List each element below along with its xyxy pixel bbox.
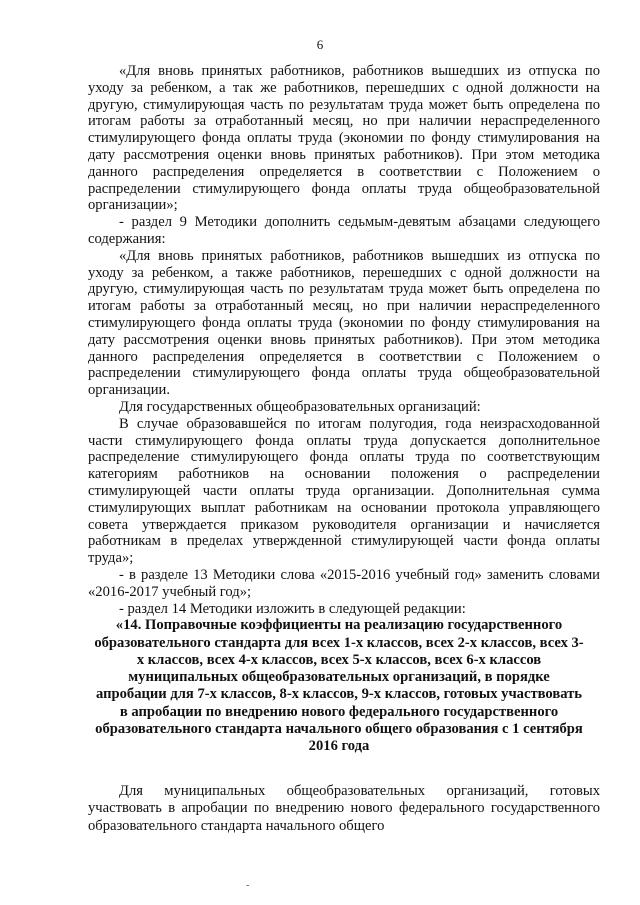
spacer [88,756,600,783]
footer-mark: - [246,880,250,891]
paragraph-section-14: - раздел 14 Методики изложить в следующей редакции: [119,600,466,617]
section-14-heading: «14. Поправочные коэффициенты на реализацию государственного образовательного стандарта для всех 1-х классов, всех 2-х классов, всех 3-х классов, всех 4-х классов, всех 5-х классов, всех 6-х классов муниципальных общеобразовательных организаций, в порядке апробации для 7-х классов, 8-х классов, 9-х классов, готовых участвовать в апробации по внедрению нового федерального государственного образовательного стандарта начального общего образования с 1 сентября 2016 года [94,617,584,755]
paragraph-state-orgs: Для государственных общеобразовательных организаций: [119,398,481,415]
paragraph-municipal-orgs: Для муниципальных общеобразовательных организаций, готовых участвовать в апробации по внедрению нового федерального государственного образовательного стандарта начального общего [88,782,600,834]
paragraph-section-9: - раздел 9 Методики дополнить седьмым-девятым абзацами следующего содержания: [88,214,600,247]
paragraph-quote-2: «Для вновь принятых работников, работников вышедших из отпуска по уходу за ребенком, а также работников, перешедших с одной должности на другую, стимулирующая часть по результатам труда может быть определена по итогам работы за отработанный месяц, но при наличии нераспределенного стимулирующего фонда оплаты труда (экономии по фонду стимулирования на дату рассмотрения оценки вновь принятых работников). При этом методика данного распределения определяется в соответствии с Положением о распределении стимулирующего фонда оплаты труда общеобразовательной организации. [88,247,600,399]
paragraph-unspent-fund: В случае образовавшейся по итогам полугодия, года неизрасходованной части стимулирующего фонда оплаты труда допускается дополнительное распределение стимулирующего фонда оплаты труда по соответствующим категориям работников на основании положения о распределении стимулирующей части оплаты труда организации. Дополнительная сумма стимулирующих выплат работникам на основании протокола управляющего совета утверждается приказом руководителя организации и начисляется работникам в пределах утвержденной стимулирующей части фонда оплаты труда»; [88,415,600,567]
paragraph-section-13: - в разделе 13 Методики слова «2015-2016 учебный год» заменить словами «2016-2017 учебный год»; [88,566,600,600]
page-number: 6 [316,37,324,52]
paragraph-quote-1: «Для вновь принятых работников, работников вышедших из отпуска по уходу за ребенком, а так же работников, перешедших с одной должности на другую, стимулирующая часть по результатам труда может быть определена по итогам работы за отработанный месяц, но при наличии нераспределенного стимулирующего фонда оплаты труда (экономии по фонду стимулирования на дату рассмотрения оценки вновь принятых работников). При этом методика данного распределения определяется в соответствии с Положением о распределении стимулирующего фонда оплаты труда общеобразовательной организации»; [88,63,600,214]
document-body [88,63,600,835]
